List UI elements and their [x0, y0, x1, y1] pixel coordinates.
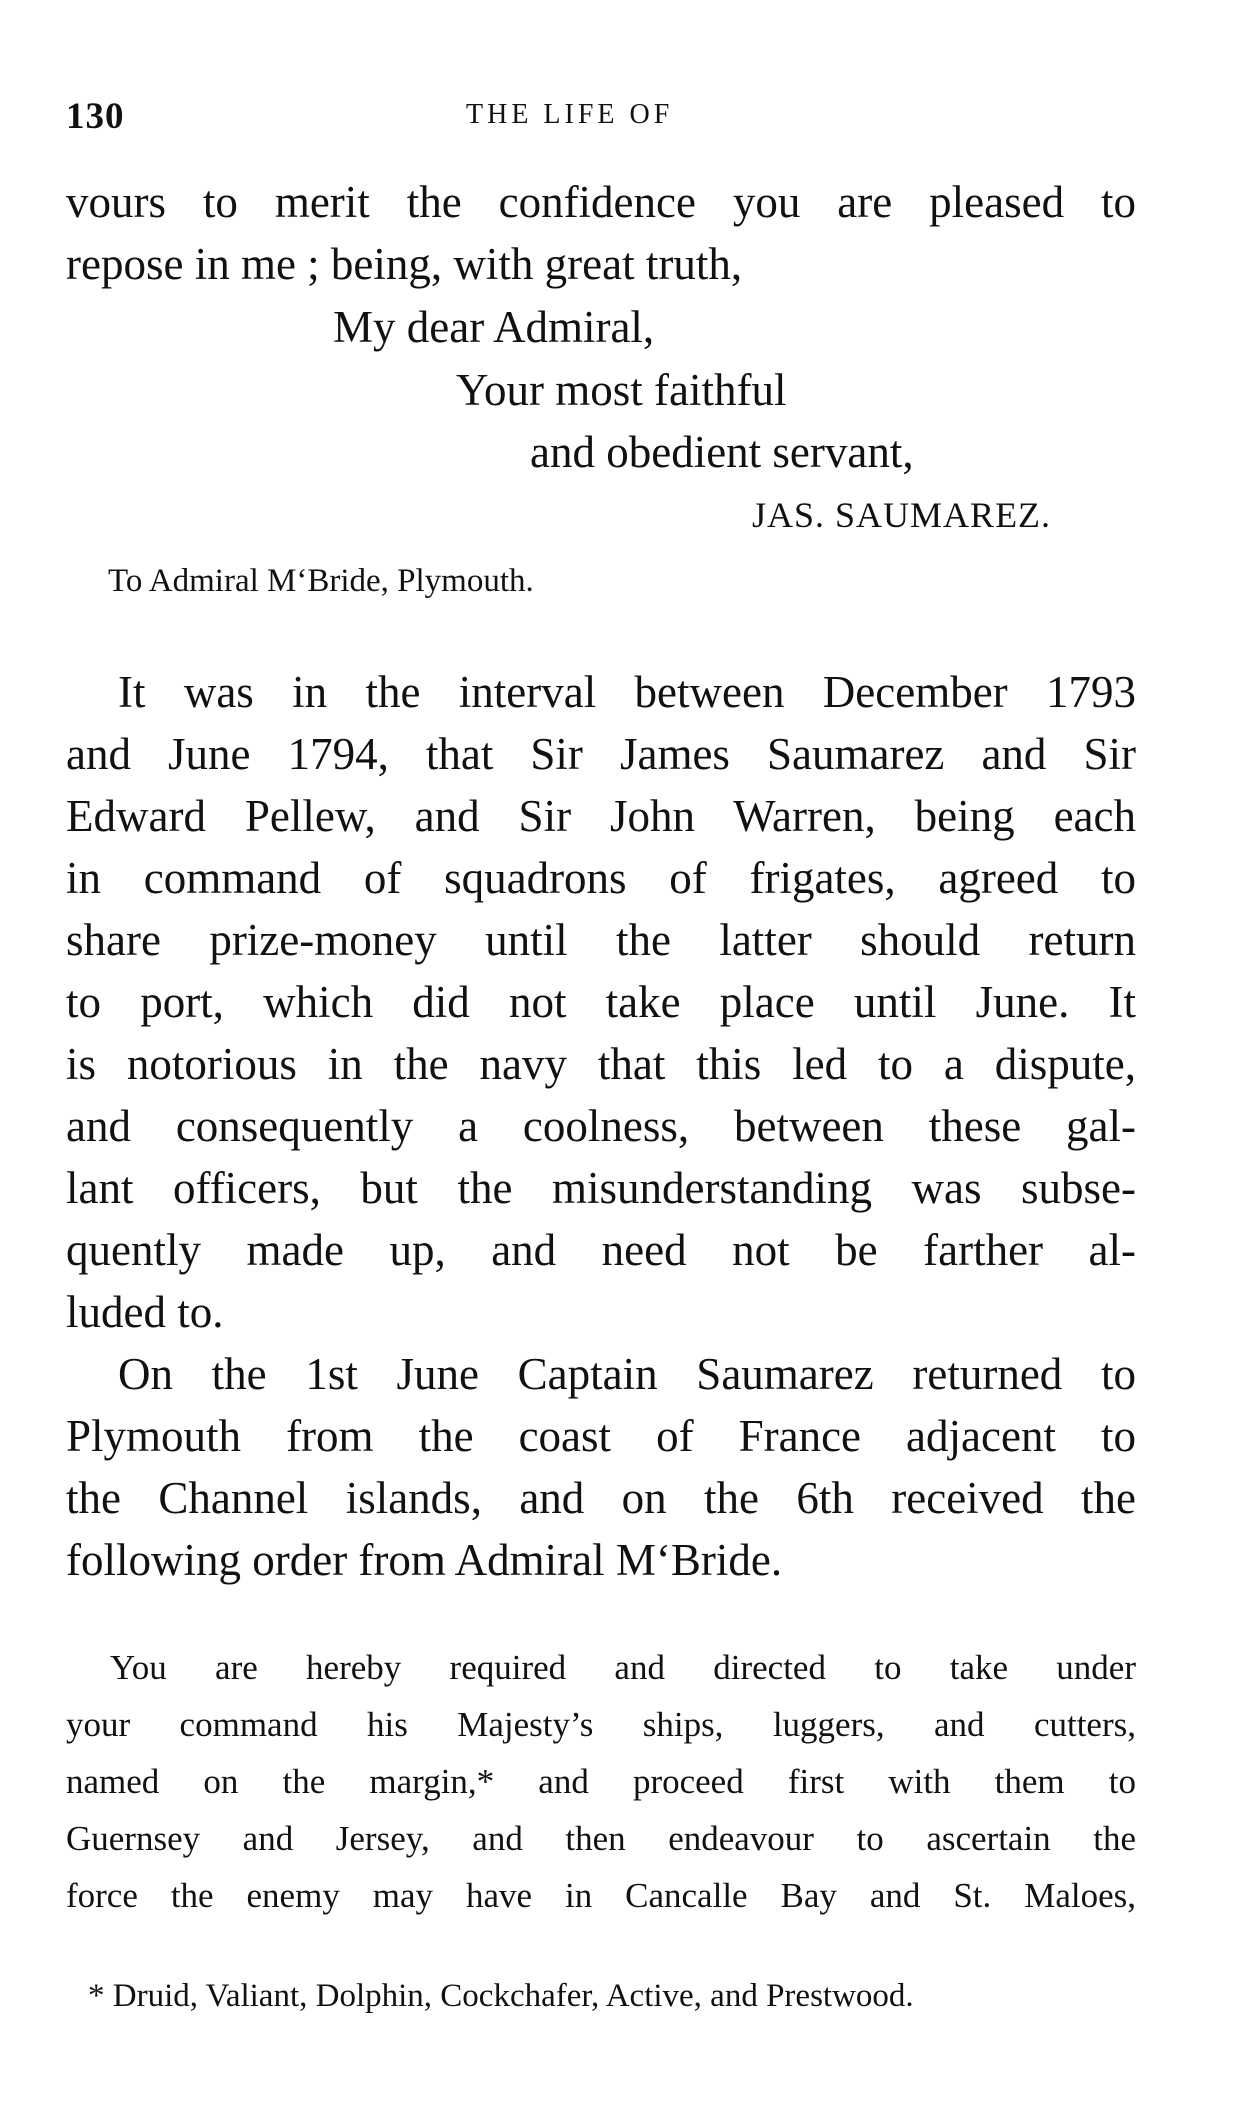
- paragraph-1-line-7: is notorious in the navy that this led to a dispute,: [66, 1039, 1136, 1089]
- paragraph-1-line-1: It was in the interval between December 1793: [118, 667, 1136, 717]
- paragraph-1-line-2: and June 1794, that Sir James Saumarez and Sir: [66, 729, 1136, 779]
- letter-line-2: repose in me ; being, with great truth,: [66, 239, 743, 289]
- paragraph-1-line-8: and consequently a coolness, between these gal-: [66, 1101, 1136, 1151]
- order-line-5: force the enemy may have in Cancalle Bay and St. Maloes,: [66, 1876, 1136, 1915]
- letter-closing-1: Your most faithful: [456, 365, 787, 415]
- order-line-2: your command his Majesty’s ships, luggers, and cutters,: [66, 1705, 1136, 1744]
- order-line-3: named on the margin,* and proceed first with them to: [66, 1762, 1136, 1801]
- letter-signature: JAS. SAUMAREZ.: [752, 495, 1052, 535]
- letter-address: To Admiral M‘Bride, Plymouth.: [108, 563, 534, 599]
- paragraph-2-line-4: following order from Admiral M‘Bride.: [66, 1535, 783, 1585]
- paragraph-1-line-6: to port, which did not take place until June. It: [66, 977, 1136, 1027]
- running-head: THE LIFE OF: [466, 99, 674, 130]
- letter-closing-2: and obedient servant,: [530, 427, 914, 477]
- order-line-4: Guernsey and Jersey, and then endeavour to ascertain the: [66, 1819, 1136, 1858]
- paragraph-2-line-3: the Channel islands, and on the 6th received the: [66, 1473, 1136, 1523]
- page-header: [66, 95, 1136, 145]
- footnote: * Druid, Valiant, Dolphin, Cockchafer, Active, and Prestwood.: [88, 1978, 914, 2014]
- paragraph-1-line-4: in command of squadrons of frigates, agreed to: [66, 853, 1136, 903]
- paragraph-1-line-5: share prize-money until the latter should return: [66, 915, 1136, 965]
- paragraph-2-line-1: On the 1st June Captain Saumarez returned to: [118, 1349, 1136, 1399]
- paragraph-1-line-9: lant officers, but the misunderstanding was subse-: [66, 1163, 1136, 1213]
- paragraph-2-line-2: Plymouth from the coast of France adjacent to: [66, 1411, 1136, 1461]
- paragraph-1-line-11: luded to.: [66, 1287, 224, 1337]
- letter-line-1: vours to merit the confidence you are pleased to: [66, 177, 1136, 227]
- letter-salutation: My dear Admiral,: [333, 302, 655, 352]
- paragraph-1-line-3: Edward Pellew, and Sir John Warren, being each: [66, 791, 1136, 841]
- order-line-1: You are hereby required and directed to take under: [110, 1648, 1136, 1687]
- page-number: 130: [66, 96, 125, 137]
- paragraph-1-line-10: quently made up, and need not be farther al-: [66, 1225, 1136, 1275]
